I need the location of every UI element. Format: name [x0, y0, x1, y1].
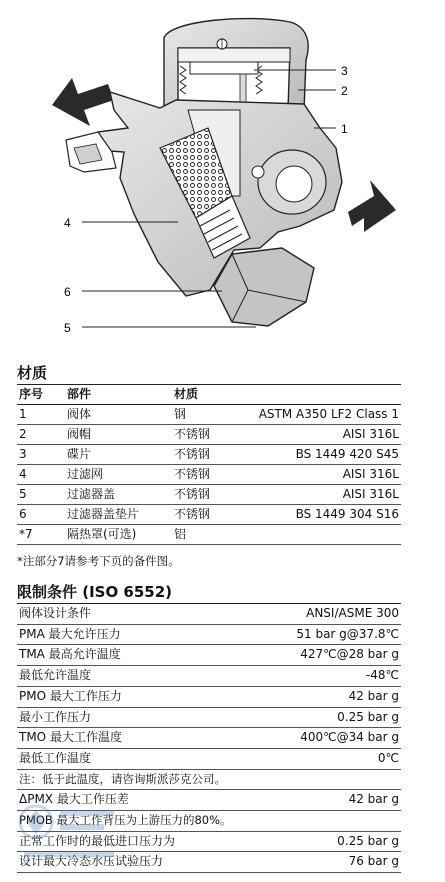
callout-3: 3 — [341, 64, 348, 78]
table-row — [17, 425, 401, 445]
limit-value: 51 bar g@37.8℃ — [296, 626, 399, 641]
cell-material: 铝 — [174, 527, 187, 541]
table-row — [17, 405, 401, 425]
limit-label: TMA 最高允许温度 — [19, 647, 121, 662]
cell-standard: AISI 316L — [342, 467, 399, 481]
watermark-logo — [14, 800, 124, 875]
table-row — [17, 645, 401, 666]
limit-label: 正常工作时的最低进口压力为 — [19, 833, 176, 848]
cell-material: 不锈钢 — [174, 447, 211, 461]
cell-standard: BS 1449 304 S16 — [295, 507, 399, 521]
table-row — [17, 505, 401, 525]
flow-arrow-left — [52, 78, 114, 126]
cell-no: *7 — [19, 527, 33, 541]
header-part: 部件 — [67, 387, 92, 401]
cell-material: 不锈钢 — [174, 467, 211, 481]
cell-standard: AISI 316L — [342, 427, 399, 441]
callout-2: 2 — [341, 84, 348, 98]
cell-part: 阀体 — [67, 407, 92, 421]
steam-trap-cutaway-illustration — [0, 0, 445, 350]
limit-note: PMOB 最大工作背压为上游压力的80%。 — [19, 813, 232, 828]
limit-label: 阀体设计条件 — [19, 606, 92, 620]
cell-no: 2 — [19, 427, 27, 441]
cell-material: 钢 — [174, 407, 187, 421]
materials-note: *注部分7请参考下页的备件图。 — [17, 554, 180, 568]
cell-no: 4 — [19, 467, 27, 481]
header-no: 序号 — [19, 387, 44, 401]
table-row — [17, 686, 401, 707]
limit-label: TMO 最大工作温度 — [19, 730, 122, 745]
table-row — [17, 769, 401, 790]
table-row — [17, 748, 401, 769]
limit-label: PMA 最大允许压力 — [19, 626, 121, 641]
cell-standard: AISI 316L — [342, 487, 399, 501]
cell-part: 阀帽 — [67, 427, 92, 441]
limit-value: -48℃ — [365, 668, 399, 683]
cell-standard — [250, 525, 401, 545]
limit-value: 42 bar g — [348, 688, 399, 703]
limit-value: 0.25 bar g — [337, 833, 399, 848]
cell-material: 不锈钢 — [174, 487, 211, 501]
limit-value: 427℃@28 bar g — [300, 647, 399, 662]
table-row — [17, 624, 401, 645]
table-row — [17, 465, 401, 485]
cell-part: 隔热罩(可选) — [67, 527, 137, 541]
materials-table — [17, 384, 401, 545]
limit-label: ΔPMX 最大工作压差 — [19, 792, 129, 807]
limit-label: PMO 最大工作压力 — [19, 688, 122, 703]
table-row — [17, 604, 401, 625]
limit-value: 0℃ — [377, 750, 399, 765]
table-row — [17, 445, 401, 465]
materials-header-row — [17, 385, 401, 405]
cell-part: 过滤网 — [67, 467, 104, 481]
limit-value: 0.25 bar g — [337, 709, 399, 724]
cell-standard: BS 1449 420 S45 — [295, 447, 399, 461]
callout-1: 1 — [341, 122, 348, 136]
callout-6: 6 — [64, 285, 71, 299]
limit-label: 最低允许温度 — [19, 668, 92, 683]
table-row — [17, 485, 401, 505]
header-material: 材质 — [174, 387, 199, 401]
limit-value — [274, 769, 401, 790]
cell-no: 6 — [19, 507, 27, 521]
limit-note: 注：低于此温度，请咨询斯派莎克公司。 — [19, 771, 226, 786]
limit-value: 400℃@34 bar g — [300, 730, 399, 745]
limit-label: 最低工作温度 — [19, 750, 92, 765]
materials-title: 材质 — [17, 364, 48, 382]
callout-5: 5 — [64, 321, 71, 335]
table-row — [17, 728, 401, 749]
cell-no: 3 — [19, 447, 27, 461]
limit-value — [274, 811, 401, 832]
limit-label: 最小工作压力 — [19, 709, 92, 724]
table-row — [17, 666, 401, 687]
limit-value: 76 bar g — [348, 854, 399, 869]
limit-value: 42 bar g — [348, 792, 399, 807]
cell-no: 1 — [19, 407, 27, 421]
table-row — [17, 707, 401, 728]
cell-part: 过滤器盖 — [67, 487, 116, 501]
cell-material: 不锈钢 — [174, 507, 211, 521]
limit-label: 设计最大冷态水压试验压力 — [19, 854, 164, 869]
flow-arrow-right — [348, 180, 396, 232]
limits-title: 限制条件 (ISO 6552) — [17, 583, 173, 601]
cell-part: 碟片 — [67, 447, 92, 461]
cell-no: 5 — [19, 487, 27, 501]
cell-part: 过滤器盖垫片 — [67, 507, 140, 521]
cell-material: 不锈钢 — [174, 427, 211, 441]
table-row — [17, 525, 401, 545]
callout-4: 4 — [64, 216, 71, 230]
header-standard — [250, 385, 401, 405]
limit-value: ANSI/ASME 300 — [306, 606, 399, 620]
cell-standard: ASTM A350 LF2 Class 1 — [258, 407, 399, 421]
